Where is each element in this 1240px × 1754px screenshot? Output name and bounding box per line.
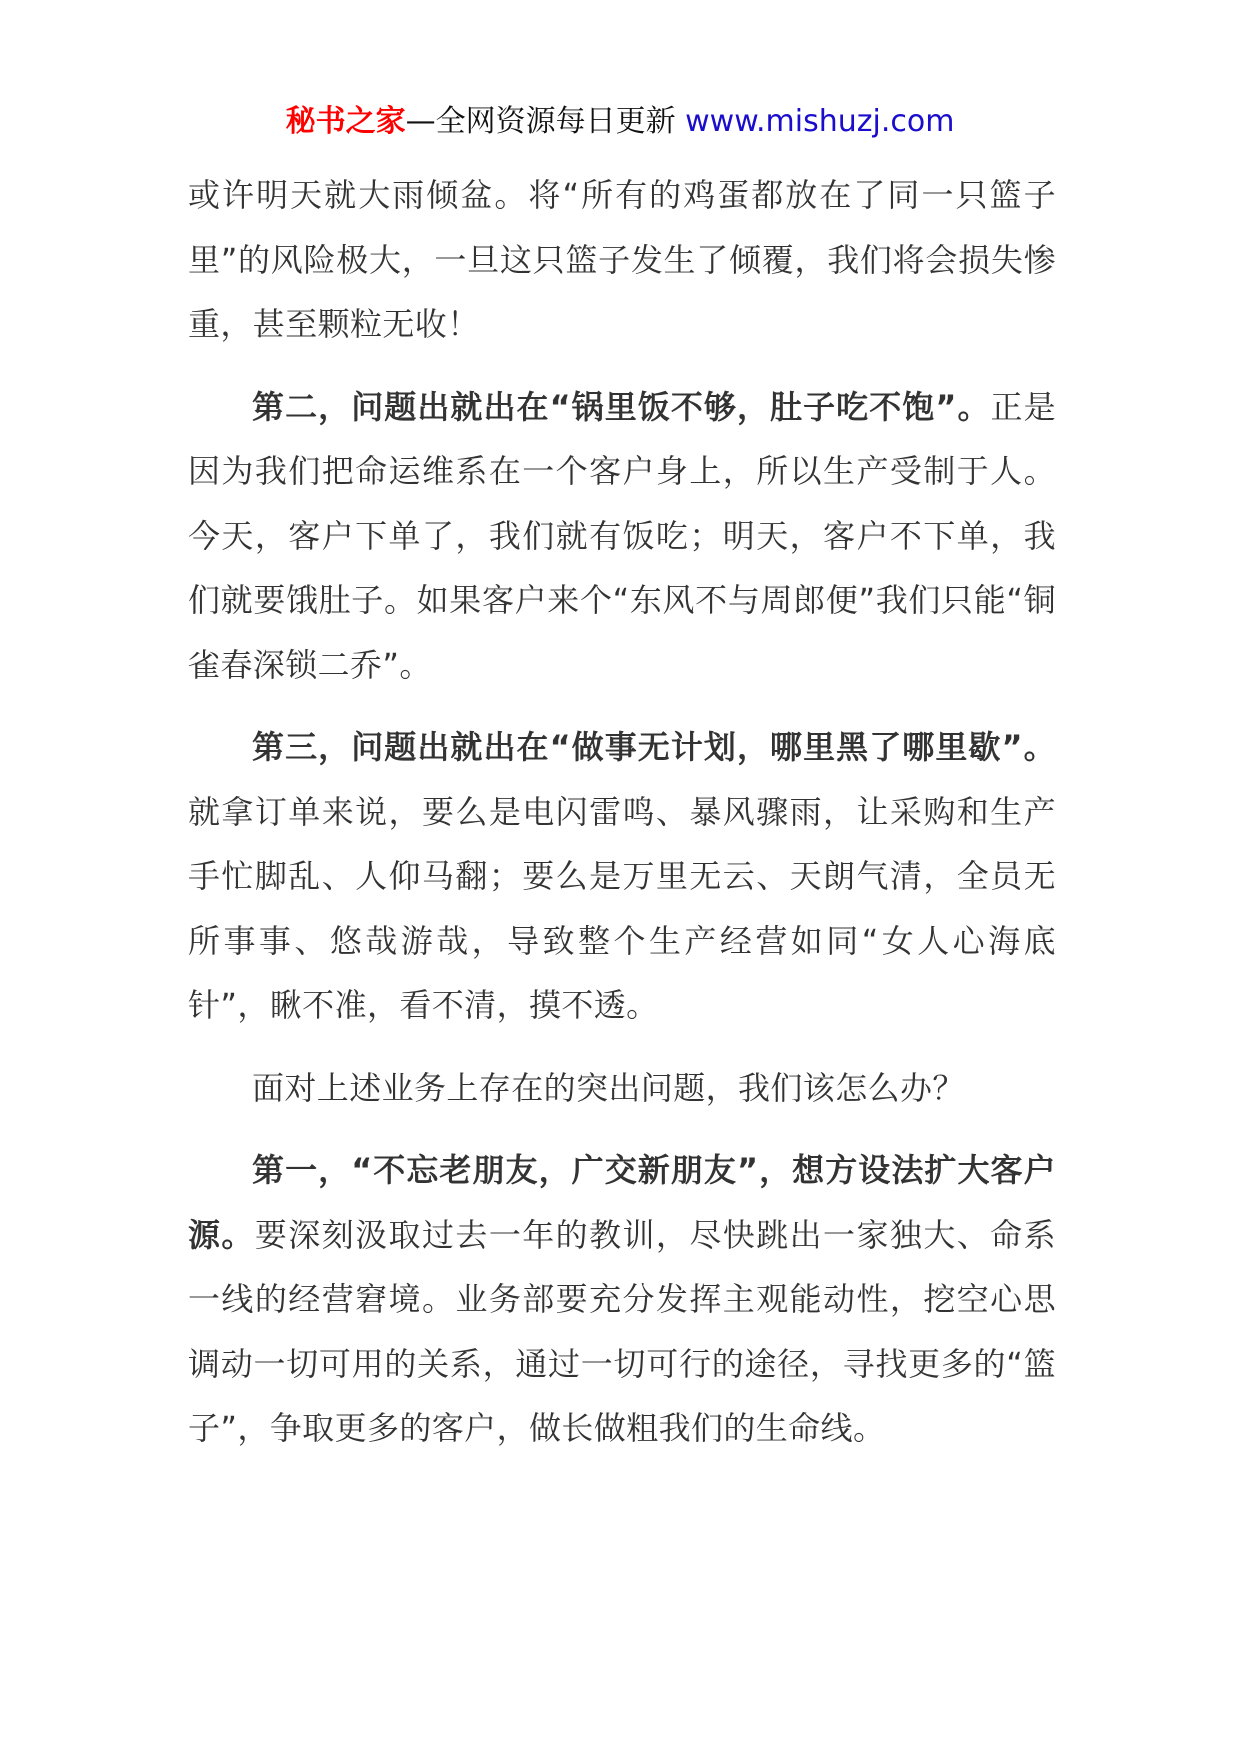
paragraph-text: 正是因为我们把命运维系在一个客户身上，所以生产受制于人。今天，客户下单了，我们就有饭吃；明天，客户不下单，我们就要饿肚子。如果客户来个“东风不与周郎便”我们只能“铜雀春深锁二乔”。: [188, 387, 1056, 684]
header-tagline: —全网资源每日更新: [405, 104, 676, 139]
brand-name: 秘书之家: [285, 104, 406, 139]
paragraph-text: 就拿订单来说，要么是电闪雷鸣、暴风骤雨，让采购和生产手忙脚乱、人仰马翻；要么是万里无云、天朗气清，全员无所事事、悠哉游哉，导致整个生产经营如同“女人心海底针”，瞅不准，看不清，摸不透。: [188, 792, 1056, 1024]
paragraph-text: 或许明天就大雨倾盆。将“所有的鸡蛋都放在了同一只篮子里”的风险极大，一旦这只篮子发生了倾覆，我们将会损失惨重，甚至颗粒无收！: [188, 176, 1056, 343]
site-header: [0, 100, 1240, 144]
document-body: [188, 163, 1056, 1479]
paragraph-lead: 第三，问题出就出在“做事无计划，哪里黑了哪里歇”。: [252, 728, 1056, 766]
paragraph-second-problem: [188, 375, 1056, 698]
paragraph-text: 要深刻汲取过去一年的教训，尽快跳出一家独大、命系一线的经营窘境。业务部要充分发挥主观能动性，挖空心思调动一切可用的关系，通过一切可行的途径，寻找更多的“篮子”，争取更多的客户，做长做粗我们的生命线。: [188, 1215, 1056, 1447]
paragraph-question: [188, 1056, 1056, 1121]
site-url-link[interactable]: www.mishuzj.com: [685, 104, 955, 139]
paragraph-continued: [188, 163, 1056, 357]
paragraph-first-solution: [188, 1138, 1056, 1461]
paragraph-text: 面对上述业务上存在的突出问题，我们该怎么办？: [252, 1068, 965, 1107]
paragraph-lead: 第二，问题出就出在“锅里饭不够，肚子吃不饱”。: [252, 387, 991, 426]
paragraph-lead: 第一，“不忘老朋友，广交新朋友”，想方设法扩大客户源。: [188, 1151, 1056, 1254]
paragraph-third-problem: [188, 715, 1056, 1038]
